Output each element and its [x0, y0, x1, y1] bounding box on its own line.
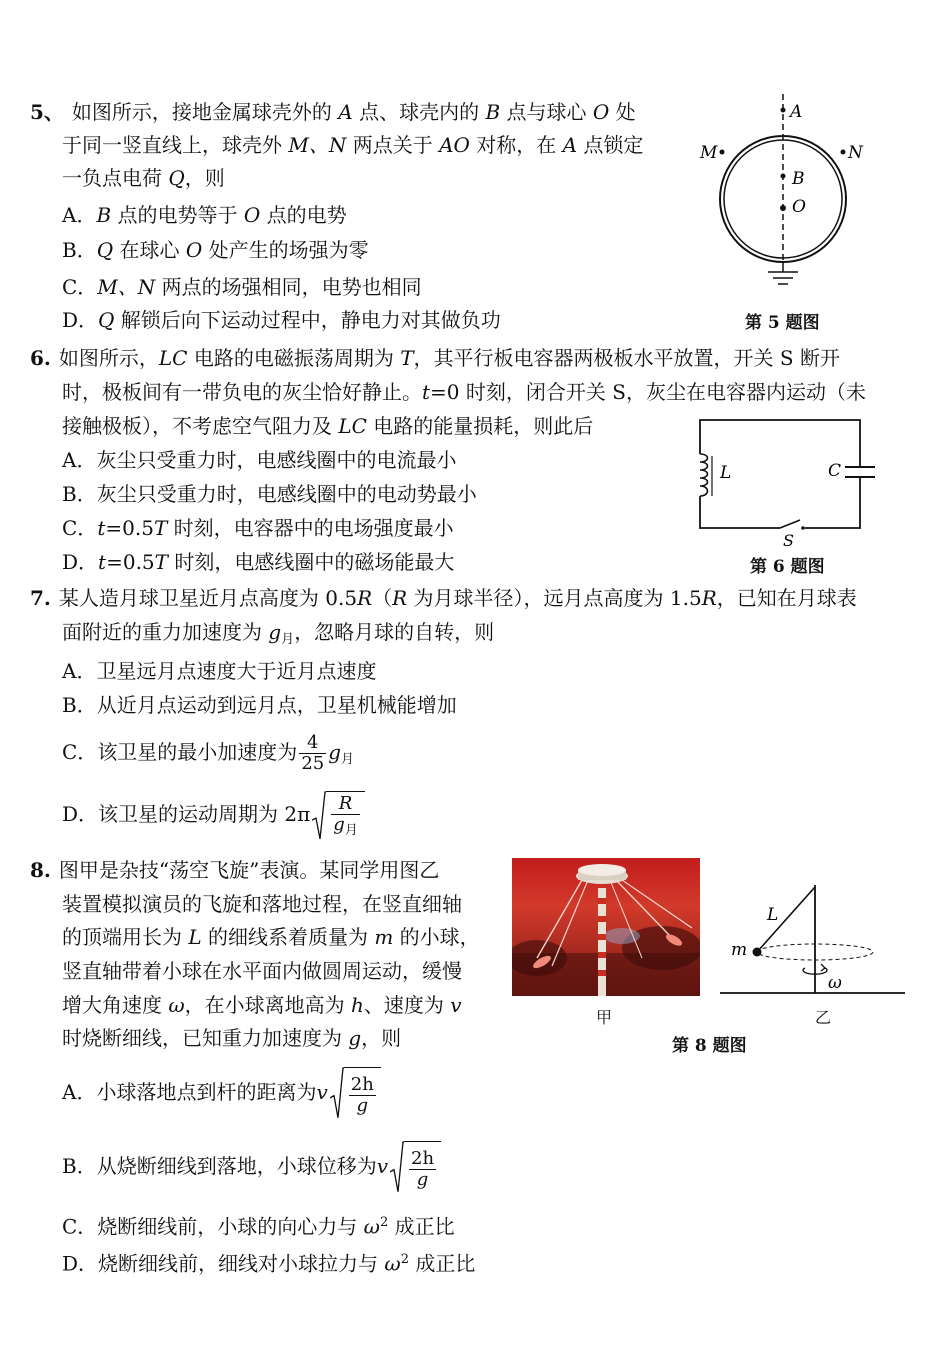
q8-photo-label: 甲 — [596, 1008, 613, 1027]
q6-figure-caption: 第 6 题图 — [750, 557, 825, 577]
q8b-sqrt: $\frac{2h}{g}$ — [390, 1141, 441, 1194]
q5-option-c[interactable]: C．M、N 两点的场强相同，电势也相同 — [62, 275, 422, 299]
q5-option-d[interactable]: D．Q 解锁后向下运动过程中，静电力对其做负功 — [62, 308, 501, 332]
q6-capacitor-gap — [855, 468, 865, 476]
q5-label-m: M — [700, 143, 718, 163]
q5-option-a[interactable]: A．B 点的电势等于 O 点的电势 — [62, 203, 347, 227]
q8-label-m: m — [731, 940, 748, 960]
q8-string — [757, 887, 815, 952]
q8-line-4: 竖直轴带着小球在水平面内做圆周运动，缓慢 — [62, 959, 462, 983]
q6-option-c[interactable]: C．t=0.5T 时刻，电容器中的电场强度最小 — [62, 516, 454, 540]
q6-line-1: 6. 如图所示，LC 电路的电磁振荡周期为 T，其平行板电容器两极板水平放置，开关 S 断开 — [30, 346, 840, 370]
q8a-sqrt: $\frac{2h}{g}$ — [330, 1067, 381, 1120]
q6-line-3: 接触极板），不考虑空气阻力及 LC 电路的能量损耗，则此后 — [62, 414, 594, 438]
q7-option-a[interactable]: A．卫星远月点速度大于近月点速度 — [62, 659, 377, 683]
q7c-fraction: $\frac{4}{25}$ — [301, 732, 325, 774]
q6-option-a[interactable]: A．灰尘只受重力时，电感线圈中的电流最小 — [62, 448, 457, 472]
q7-number: 7. — [30, 586, 51, 610]
q8-photo-drawing — [512, 858, 700, 996]
q8-label-l: L — [767, 905, 779, 925]
q6-switch-blade — [780, 520, 800, 528]
q6-label-c: C — [828, 461, 842, 481]
q8-line-1: 8. 图甲是杂技“荡空飞旋”表演。某同学用图乙 — [30, 858, 440, 882]
q8-option-a[interactable]: A．小球落地点到杆的距离为v $\frac{2h}{g}$ — [62, 1066, 381, 1120]
q5-label-o: O — [792, 197, 806, 217]
q8-figure-caption: 第 8 题图 — [672, 1036, 747, 1056]
q8-label-omega: ω — [828, 973, 842, 993]
q7-option-b[interactable]: B．从近月点运动到远月点，卫星机械能增加 — [62, 693, 457, 717]
q6-figure — [690, 412, 880, 552]
q5-point-a — [781, 108, 786, 113]
q5-figure — [690, 92, 880, 307]
q6-line-2: 时，极板间有一带负电的灰尘恰好静止。t=0 时刻，闭合开关 S，灰尘在电容器内运动（未 — [62, 380, 866, 404]
q8-line-3: 的顶端用长为 L 的细线系着质量为 m 的小球， — [62, 925, 480, 949]
q6-number: 6. — [30, 346, 51, 370]
q8-ball — [753, 948, 762, 957]
q5-number: 5、 — [30, 100, 64, 124]
q7-line-1: 7. 某人造月球卫星近月点高度为 0.5R（R 为月球半径），远月点高度为 1.5R，已知在月球表 — [30, 586, 857, 610]
q8-line-6: 时烧断细线，已知重力加速度为 g，则 — [62, 1026, 402, 1050]
q8-diagram-label: 乙 — [815, 1008, 832, 1027]
q8-option-b[interactable]: B．从烧断细线到落地，小球位移为v $\frac{2h}{g}$ — [62, 1140, 441, 1194]
q7-option-c[interactable]: C．该卫星的最小加速度为 $\frac{4}{25}$ $g_月$ — [62, 732, 355, 774]
q5-label-n: N — [848, 143, 863, 163]
q6-switch-contact — [801, 526, 805, 530]
q8-line-5: 增大角速度 ω，在小球离地高为 h、速度为 v — [62, 993, 462, 1017]
q8-line-2: 装置模拟演员的飞旋和落地过程，在竖直细轴 — [62, 892, 462, 916]
q7d-sqrt: $\frac{R}{g_月}$ — [312, 791, 365, 841]
q8-diagram-yi — [715, 880, 910, 1000]
q5-point-n — [841, 150, 846, 155]
q5-label-a: A — [790, 102, 803, 122]
q6-label-l: L — [720, 463, 732, 483]
q5-point-m — [720, 150, 725, 155]
q7-line-2: 面附近的重力加速度为 $g_月$，忽略月球的自转，则 — [62, 620, 495, 647]
q8-option-c[interactable]: C．烧断细线前，小球的向心力与 $\omega^2$ 成正比 — [62, 1214, 455, 1239]
q6-label-s: S — [783, 531, 794, 550]
q5-line-1: 5、 如图所示，接地金属球壳外的 A 点、球壳内的 B 点与球心 O 处 — [30, 100, 636, 124]
q6-option-d[interactable]: D．t=0.5T 时刻，电感线圈中的磁场能最大 — [62, 550, 455, 574]
q5-line-2: 于同一竖直线上，球壳外 M、N 两点关于 AO 对称，在 A 点锁定 — [62, 133, 644, 157]
q7-option-d[interactable]: D．该卫星的运动周期为 2π $\frac{R}{g_月}$ — [62, 790, 365, 841]
q6-option-b[interactable]: B．灰尘只受重力时，电感线圈中的电动势最小 — [62, 482, 477, 506]
q8-number: 8. — [30, 858, 51, 882]
q5-option-b[interactable]: B．Q 在球心 O 处产生的场强为零 — [62, 238, 369, 262]
q8-option-d[interactable]: D．烧断细线前，细线对小球拉力与 $\omega^2$ 成正比 — [62, 1251, 476, 1276]
q5-line-3: 一负点电荷 Q，则 — [62, 166, 225, 190]
q5-figure-caption: 第 5 题图 — [745, 313, 820, 333]
q8-omega-arrowhead — [821, 964, 825, 971]
q6-inductor-gap — [696, 454, 704, 496]
q8-photo-jia — [512, 858, 700, 996]
q5-point-b — [781, 174, 786, 179]
q5-label-b: B — [792, 169, 805, 189]
q5-point-o — [780, 205, 786, 211]
